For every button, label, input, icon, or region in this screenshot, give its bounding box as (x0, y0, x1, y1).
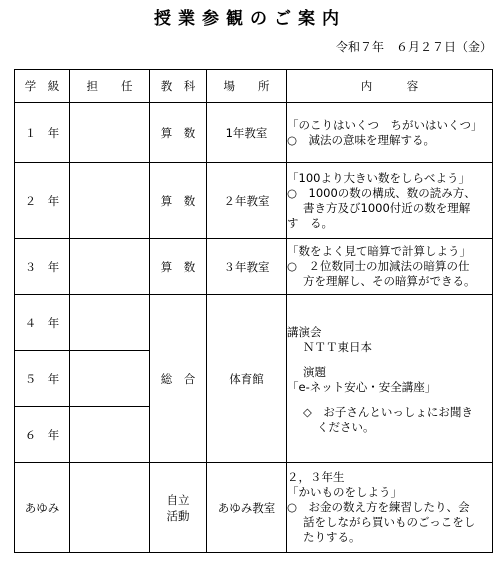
place-cell: ２年教室 (207, 163, 287, 239)
table-header-row (15, 70, 493, 103)
content-line: 話をしながら買いものごっこをし (303, 515, 476, 529)
header-teacher: 担 任 (70, 70, 150, 103)
content-line: たりする。 (303, 530, 361, 544)
content-line: 「数をよく見て暗算で計算しよう」 (287, 244, 471, 258)
content-cell (287, 239, 493, 295)
table-row (15, 239, 493, 295)
table-row (15, 295, 493, 351)
content-line: 書き方及び1000付近の数を理解 (303, 200, 471, 215)
table-row (15, 463, 493, 553)
content-line: ○ ２位数同士の加減法の暗算の仕 (287, 259, 470, 273)
page-title: 授業参観のご案内 (154, 9, 346, 29)
content-cell (287, 163, 493, 239)
subject-cell: 算 数 (150, 163, 207, 239)
header-content: 内 容 (287, 70, 493, 103)
content-cell (287, 295, 493, 463)
content-line: 講演会 (287, 324, 322, 339)
content-cell (287, 463, 493, 553)
content-line: す る。 (287, 215, 333, 230)
header-subject: 教 科 (150, 70, 207, 103)
content-line: 方を理解し、その暗算ができる。 (303, 274, 476, 288)
schedule-table (14, 69, 493, 553)
content-cell (287, 103, 493, 163)
grade-cell: ５ 年 (15, 351, 70, 407)
header-place: 場 所 (207, 70, 287, 103)
place-cell: あゆみ教室 (207, 463, 287, 553)
teacher-cell (70, 351, 150, 407)
content-line: ください。 (317, 419, 375, 434)
content-line: 「のこりはいくつ ちがいはいくつ」 (287, 117, 483, 132)
table-row (15, 163, 493, 239)
content-line: 「かいものをしよう」 (287, 485, 402, 499)
teacher-cell (70, 103, 150, 163)
content-line: ○ お金の数え方を練習したり、会 (287, 500, 470, 514)
grade-cell: ６ 年 (15, 407, 70, 463)
teacher-cell (70, 407, 150, 463)
place-cell: ３年教室 (207, 239, 287, 295)
grade-cell: ４ 年 (15, 295, 70, 351)
content-line: ＮＴＴ東日本 (303, 339, 372, 354)
grade-cell: ２ 年 (15, 163, 70, 239)
grade-cell: ３ 年 (15, 239, 70, 295)
header-grade: 学 級 (15, 70, 70, 103)
content-line: ◇ お子さんといっしょにお聞き (303, 404, 473, 419)
subject-cell: 算 数 (150, 103, 207, 163)
date-label: 令和７年 ６月２７日（金） (335, 40, 492, 54)
content-line: 「e-ネット安心・安全講座」 (287, 379, 437, 394)
content-line: 「100より大きい数をしらべよう」 (287, 170, 470, 185)
teacher-cell (70, 463, 150, 553)
content-line: ２，３年生 (287, 470, 345, 484)
content-line: ○ 1000の数の構成、数の読み方、 (287, 185, 476, 200)
subject-cell (150, 463, 207, 553)
grade-cell: １ 年 (15, 103, 70, 163)
content-line: ○ 減法の意味を理解する。 (287, 132, 436, 147)
teacher-cell (70, 239, 150, 295)
subject-line: 自立 (166, 492, 190, 507)
place-cell: 体育館 (207, 295, 287, 463)
teacher-cell (70, 163, 150, 239)
subject-line: 活動 (166, 508, 190, 523)
content-line: 演題 (303, 364, 326, 379)
table-row (15, 103, 493, 163)
subject-cell: 算 数 (150, 239, 207, 295)
place-cell: 1年教室 (207, 103, 287, 163)
teacher-cell (70, 295, 150, 351)
subject-cell: 総 合 (150, 295, 207, 463)
grade-cell: あゆみ (15, 463, 70, 553)
